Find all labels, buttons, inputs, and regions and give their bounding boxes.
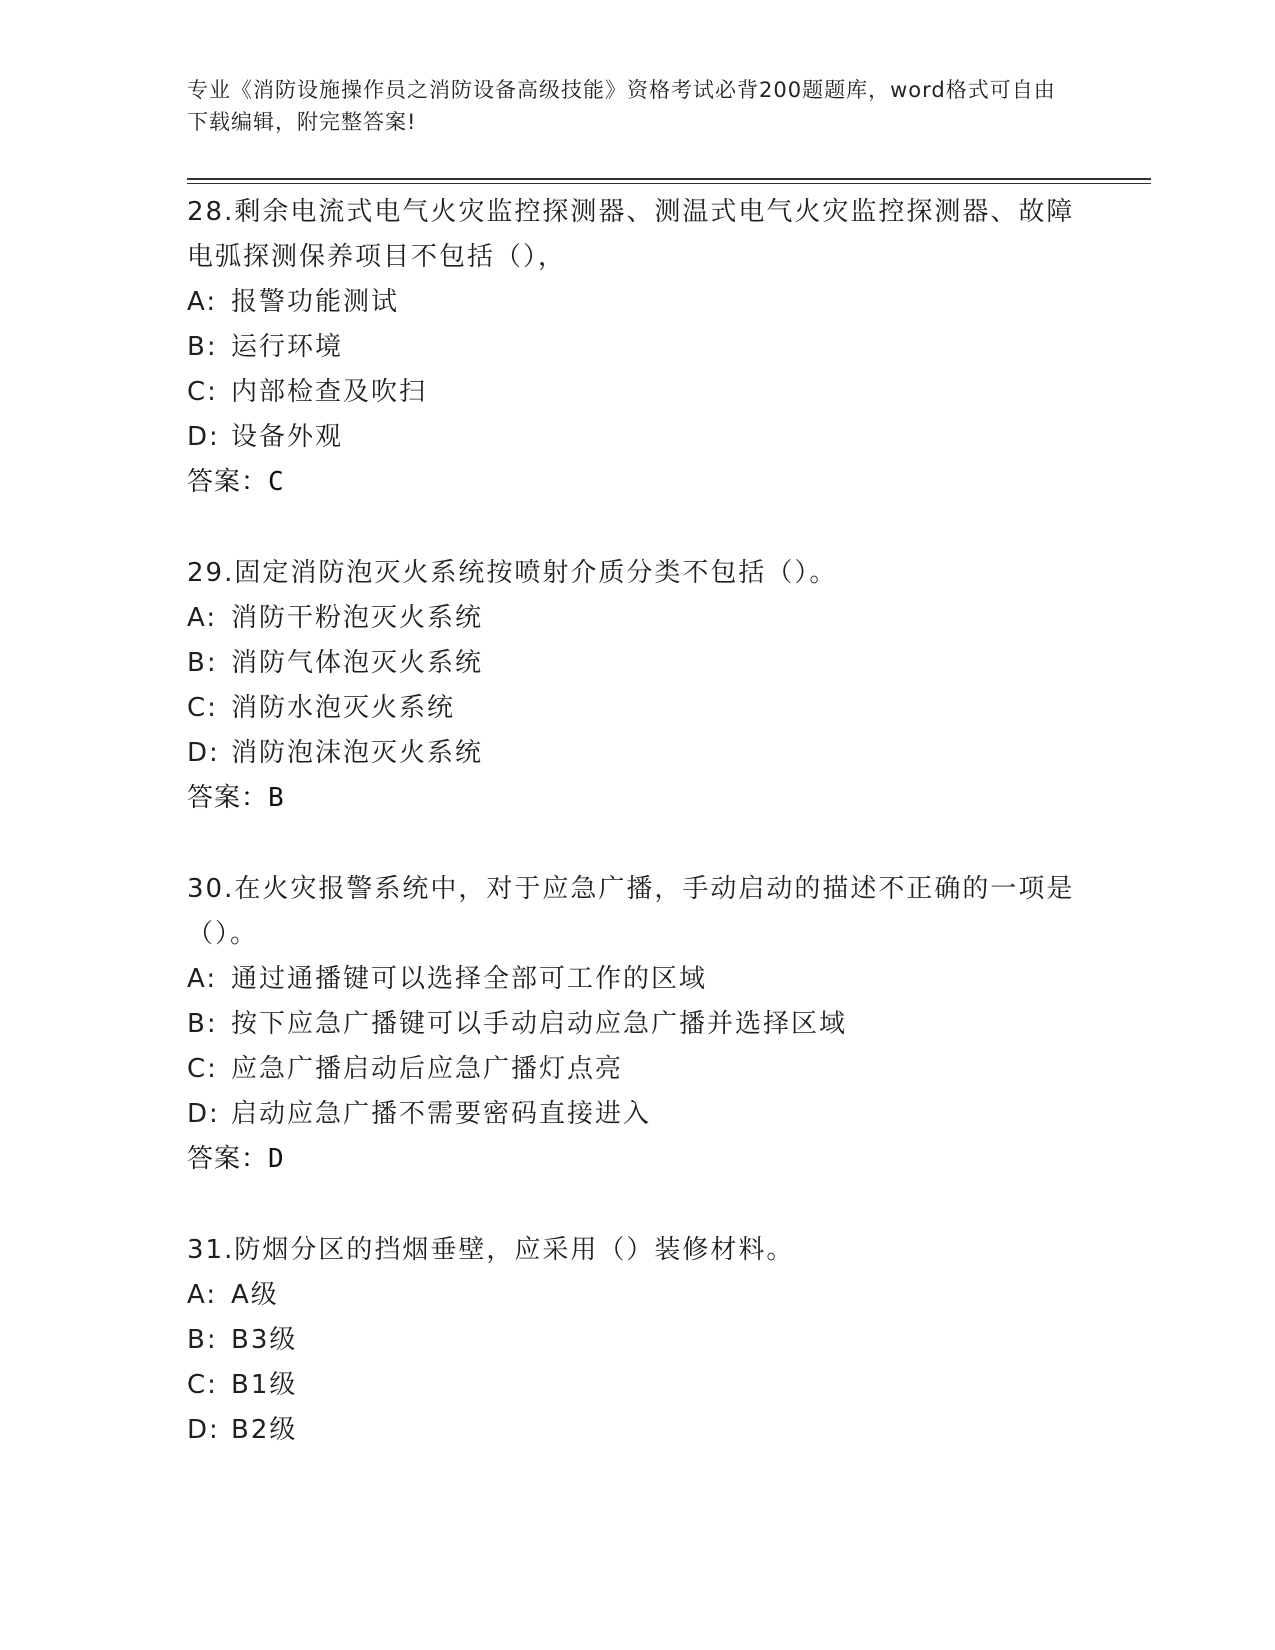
answer-value: C — [268, 467, 285, 497]
option-text: B1级 — [231, 1370, 298, 1400]
option-text: 消防气体泡灭火系统 — [231, 648, 484, 678]
question-title: 31.防烟分区的挡烟垂壁，应采用（）装修材料。 — [187, 1235, 795, 1265]
option-a — [187, 596, 1087, 641]
option-text: 设备外观 — [231, 422, 344, 452]
answer-line — [187, 776, 1087, 821]
question-title: 30.在火灾报警系统中，对于应急广播，手动启动的描述不正确的一项是（）。 — [187, 874, 1075, 949]
answer-label: 答案： — [187, 1144, 269, 1174]
option-c — [187, 370, 1087, 415]
option-a — [187, 280, 1087, 325]
option-b — [187, 1002, 1087, 1047]
answer-line — [187, 460, 1087, 505]
option-text: 消防干粉泡灭火系统 — [231, 603, 484, 633]
option-text: 通过通播键可以选择全部可工作的区域 — [231, 964, 708, 994]
option-c — [187, 1363, 1087, 1408]
option-letter: C: — [187, 693, 218, 723]
option-a — [187, 957, 1087, 1002]
option-c — [187, 686, 1087, 731]
option-letter: B: — [187, 332, 218, 362]
option-text: 消防泡沫泡灭火系统 — [231, 738, 484, 768]
option-letter: B: — [187, 648, 218, 678]
answer-value: B — [268, 783, 285, 813]
question-list — [187, 190, 1087, 1499]
option-letter: A: — [187, 1280, 218, 1310]
option-letter: C: — [187, 1370, 218, 1400]
option-letter: B: — [187, 1009, 218, 1039]
option-text: 内部检查及吹扫 — [231, 377, 428, 407]
option-letter: A: — [187, 287, 218, 317]
option-b — [187, 325, 1087, 370]
question-28 — [187, 190, 1087, 505]
question-30 — [187, 867, 1087, 1182]
option-letter: A: — [187, 964, 218, 994]
option-letter: D: — [187, 422, 220, 452]
header-rule-thick — [187, 178, 1151, 180]
option-letter: A: — [187, 603, 218, 633]
answer-label: 答案： — [187, 783, 269, 813]
option-d — [187, 415, 1087, 460]
option-letter: D: — [187, 1415, 220, 1445]
document-header: 专业《消防设施操作员之消防设备高级技能》资格考试必背200题题库，word格式可自由下载编辑，附完整答案! — [187, 78, 1056, 134]
option-letter: B: — [187, 1325, 218, 1355]
option-text: 按下应急广播键可以手动启动应急广播并选择区域 — [231, 1009, 848, 1039]
option-d — [187, 1408, 1087, 1453]
option-a — [187, 1273, 1087, 1318]
option-letter: C: — [187, 377, 218, 407]
question-title: 29.固定消防泡灭火系统按喷射介质分类不包括（）。 — [187, 558, 838, 588]
option-text: 消防水泡灭火系统 — [231, 693, 456, 723]
answer-value: D — [268, 1144, 285, 1174]
option-letter: D: — [187, 1099, 220, 1129]
option-text: 运行环境 — [231, 332, 344, 362]
answer-line — [187, 1137, 1087, 1182]
question-29 — [187, 551, 1087, 821]
option-text: 应急广播启动后应急广播灯点亮 — [231, 1054, 624, 1084]
header-rule-thin — [187, 183, 1151, 184]
option-text: 报警功能测试 — [231, 287, 400, 317]
option-text: B2级 — [231, 1415, 298, 1445]
question-31 — [187, 1228, 1087, 1453]
option-b — [187, 1318, 1087, 1363]
option-c — [187, 1047, 1087, 1092]
option-d — [187, 731, 1087, 776]
option-b — [187, 641, 1087, 686]
option-letter: C: — [187, 1054, 218, 1084]
option-d — [187, 1092, 1087, 1137]
question-title: 28.剩余电流式电气火灾监控探测器、测温式电气火灾监控探测器、故障电弧探测保养项目不包括（）， — [187, 197, 1075, 272]
option-text: 启动应急广播不需要密码直接进入 — [231, 1099, 652, 1129]
answer-label: 答案： — [187, 467, 269, 497]
option-letter: D: — [187, 738, 220, 768]
option-text: A级 — [231, 1280, 279, 1310]
option-text: B3级 — [231, 1325, 298, 1355]
